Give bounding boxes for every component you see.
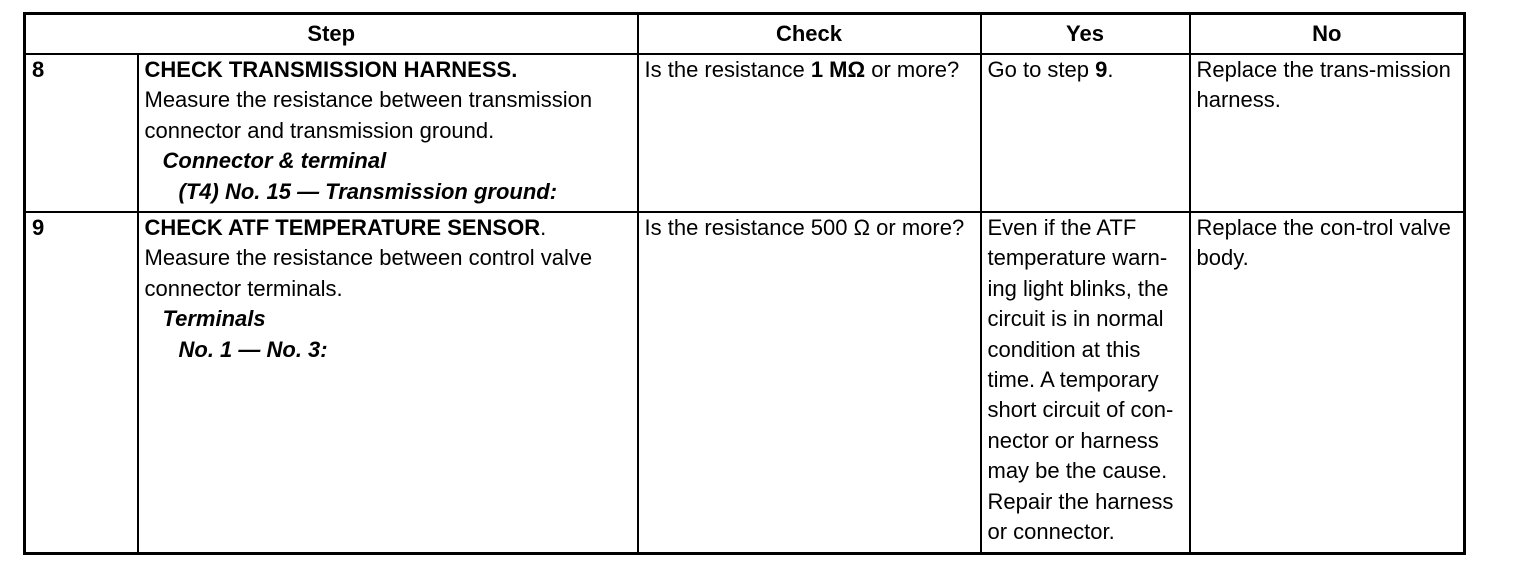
step-detail: (T4) No. 15 — Transmission ground:	[178, 178, 558, 204]
step-cell	[138, 54, 638, 212]
yes-text-post: .	[1107, 57, 1114, 82]
yes-cell	[981, 54, 1190, 212]
header-step: Step	[25, 14, 638, 55]
header-check: Check	[638, 14, 981, 55]
step-title: CHECK TRANSMISSION HARNESS.	[144, 57, 518, 82]
step-title-period: .	[540, 215, 547, 240]
step-subheading: Terminals	[162, 306, 266, 332]
check-cell: Is the resistance 500 Ω or more?	[638, 212, 981, 554]
yes-step-ref: 9	[1095, 57, 1108, 82]
header-yes: Yes	[981, 14, 1190, 55]
step-detail: No. 1 — No. 3:	[178, 336, 328, 362]
table-row	[25, 212, 1465, 554]
step-title-text: CHECK ATF TEMPERATURE SENSOR	[144, 215, 541, 240]
yes-text-pre: Go to step	[987, 57, 1096, 82]
yes-cell: Even if the ATF temperature warn-ing light blinks, the circuit is in normal condition at this time. A temporary short circuit of con-nector or harness may be the cause. Repair the harness or connector.	[981, 212, 1190, 554]
step-subheading: Connector & terminal	[162, 148, 387, 174]
step-description: Measure the resistance between transmission connector and transmission ground.	[144, 87, 593, 143]
step-description: Measure the resistance between control valve connector terminals.	[144, 245, 593, 301]
step-cell	[138, 212, 638, 554]
header-row	[25, 14, 1465, 55]
step-number: 9	[25, 212, 138, 554]
no-cell: Replace the trans-mission harness.	[1190, 54, 1465, 212]
check-value: 1 MΩ	[810, 57, 866, 82]
step-number: 8	[25, 54, 138, 212]
header-no: No	[1190, 14, 1465, 55]
diagnostic-table	[23, 12, 1466, 555]
no-cell: Replace the con-trol valve body.	[1190, 212, 1465, 554]
step-title	[145, 213, 631, 243]
check-cell	[638, 54, 981, 212]
table-row	[25, 54, 1465, 212]
check-text-pre: Is the resistance	[644, 57, 811, 82]
check-text-post: or more?	[865, 57, 960, 82]
